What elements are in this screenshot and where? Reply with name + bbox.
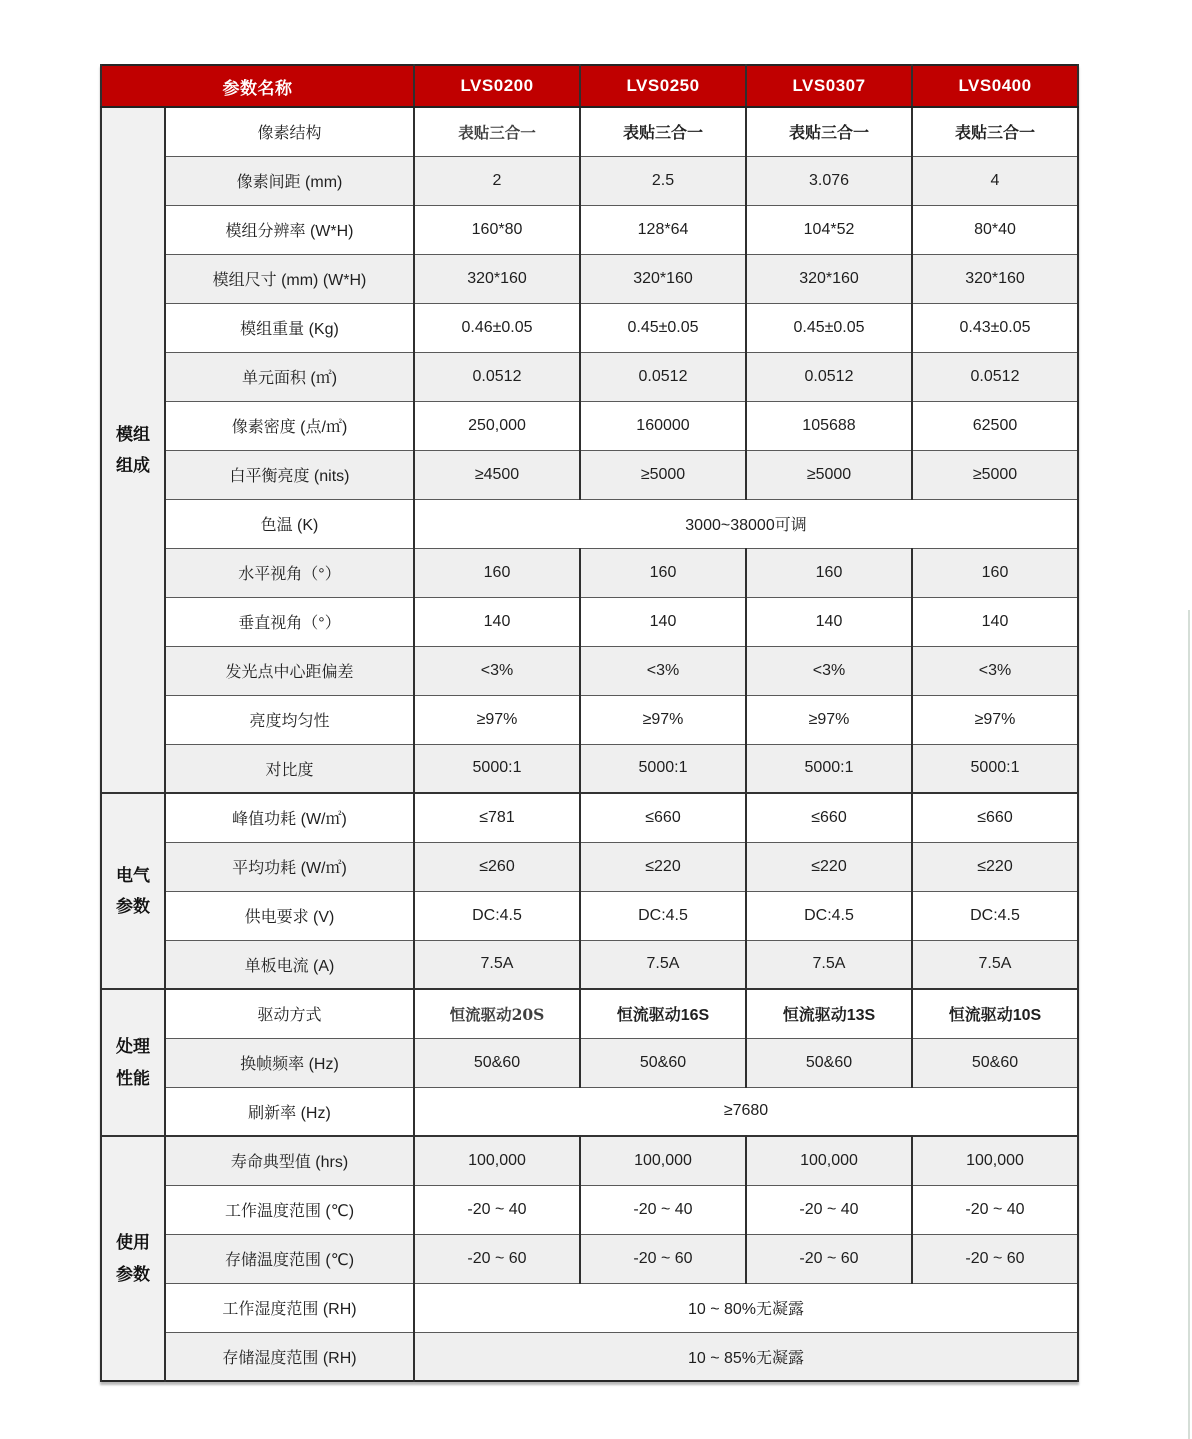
module-resolution-value-lvs0400: 80*40 <box>912 205 1078 254</box>
storage-temperature-value-lvs0400: -20 ~ 60 <box>912 1234 1078 1283</box>
module-resolution-value-lvs0307: 104*52 <box>746 205 912 254</box>
table-row-peak-power <box>101 793 1078 842</box>
refresh-rate-span-value-cell: ≥7680 <box>414 1087 1078 1136</box>
operating-temperature-value-lvs0307: -20 ~ 40 <box>746 1185 912 1234</box>
luminous-center-deviation-value-lvs0400: <3% <box>912 646 1078 695</box>
table-body <box>101 107 1078 1381</box>
typical-lifetime-value-lvs0250: 100,000 <box>580 1136 746 1185</box>
group-label-line: 处理 <box>116 1037 150 1057</box>
group-label-line: 使用 <box>116 1233 150 1253</box>
average-power-label-cell: 平均功耗 (W/㎡) <box>165 842 414 891</box>
table-row-power-requirement <box>101 891 1078 940</box>
storage-temperature-label-cell: 存储温度范围 (℃) <box>165 1234 414 1283</box>
model-header-lvs0307: LVS0307 <box>746 65 912 107</box>
module-size-value-lvs0307: 320*160 <box>746 254 912 303</box>
frame-rate-value-lvs0307: 50&60 <box>746 1038 912 1087</box>
horizontal-viewing-angle-value-lvs0307: 160 <box>746 548 912 597</box>
table-row-storage-humidity <box>101 1332 1078 1381</box>
drive-mode-value-lvs0200: 恒流驱动20S <box>414 989 580 1038</box>
pixel-density-label-cell: 像素密度 (点/㎡) <box>165 401 414 450</box>
power-requirement-label-cell: 供电要求 (V) <box>165 891 414 940</box>
adjacent-page-edge-line <box>1188 610 1190 1439</box>
brightness-uniformity-value-lvs0250: ≥97% <box>580 695 746 744</box>
table-row-brightness-uniformity <box>101 695 1078 744</box>
header-row <box>101 65 1078 107</box>
table-row-average-power <box>101 842 1078 891</box>
param-name-header-cell: 参数名称 <box>101 65 414 107</box>
storage-humidity-span-value-cell: 10 ~ 85%无凝露 <box>414 1332 1078 1381</box>
power-requirement-value-lvs0200: DC:4.5 <box>414 891 580 940</box>
luminous-center-deviation-value-lvs0250: <3% <box>580 646 746 695</box>
pixel-pitch-label-cell: 像素间距 (mm) <box>165 156 414 205</box>
brightness-uniformity-label-cell: 亮度均匀性 <box>165 695 414 744</box>
table-row-color-temperature <box>101 499 1078 548</box>
contrast-ratio-value-lvs0400: 5000:1 <box>912 744 1078 793</box>
vertical-viewing-angle-value-lvs0400: 140 <box>912 597 1078 646</box>
horizontal-viewing-angle-value-lvs0250: 160 <box>580 548 746 597</box>
pixel-structure-value-lvs0200: 表贴三合一 <box>414 107 580 156</box>
board-current-value-lvs0400: 7.5A <box>912 940 1078 989</box>
peak-power-value-lvs0200: ≤781 <box>414 793 580 842</box>
frame-rate-value-lvs0200: 50&60 <box>414 1038 580 1087</box>
frame-rate-label-cell: 换帧频率 (Hz) <box>165 1038 414 1087</box>
table-row-frame-rate <box>101 1038 1078 1087</box>
peak-power-value-lvs0400: ≤660 <box>912 793 1078 842</box>
table-row-module-size <box>101 254 1078 303</box>
table-row-operating-humidity <box>101 1283 1078 1332</box>
table-row-horizontal-viewing-angle <box>101 548 1078 597</box>
power-requirement-value-lvs0250: DC:4.5 <box>580 891 746 940</box>
storage-temperature-value-lvs0307: -20 ~ 60 <box>746 1234 912 1283</box>
storage-temperature-value-lvs0250: -20 ~ 60 <box>580 1234 746 1283</box>
color-temperature-label-cell: 色温 (K) <box>165 499 414 548</box>
board-current-value-lvs0200: 7.5A <box>414 940 580 989</box>
pixel-structure-value-lvs0400: 表贴三合一 <box>912 107 1078 156</box>
module-resolution-label-cell: 模组分辨率 (W*H) <box>165 205 414 254</box>
drive-mode-value-lvs0250: 恒流驱动16S <box>580 989 746 1038</box>
group-label-module-composition <box>101 107 165 793</box>
module-size-label-cell: 模组尺寸 (mm) (W*H) <box>165 254 414 303</box>
table-row-module-resolution <box>101 205 1078 254</box>
pixel-density-value-lvs0307: 105688 <box>746 401 912 450</box>
pixel-pitch-value-lvs0400: 4 <box>912 156 1078 205</box>
operating-temperature-value-lvs0200: -20 ~ 40 <box>414 1185 580 1234</box>
power-requirement-value-lvs0400: DC:4.5 <box>912 891 1078 940</box>
luminous-center-deviation-value-lvs0307: <3% <box>746 646 912 695</box>
average-power-value-lvs0307: ≤220 <box>746 842 912 891</box>
pixel-structure-label-cell: 像素结构 <box>165 107 414 156</box>
table-row-refresh-rate <box>101 1087 1078 1136</box>
unit-area-label-cell: 单元面积 (㎡) <box>165 352 414 401</box>
table-row-luminous-center-deviation <box>101 646 1078 695</box>
white-balance-brightness-value-lvs0200: ≥4500 <box>414 450 580 499</box>
contrast-ratio-value-lvs0307: 5000:1 <box>746 744 912 793</box>
white-balance-brightness-label-cell: 白平衡亮度 (nits) <box>165 450 414 499</box>
drive-mode-label-cell: 驱动方式 <box>165 989 414 1038</box>
refresh-rate-label-cell: 刷新率 (Hz) <box>165 1087 414 1136</box>
group-label-line: 组成 <box>116 456 150 475</box>
unit-area-value-lvs0400: 0.0512 <box>912 352 1078 401</box>
model-header-lvs0250: LVS0250 <box>580 65 746 107</box>
table-row-pixel-density <box>101 401 1078 450</box>
pixel-structure-value-lvs0250: 表贴三合一 <box>580 107 746 156</box>
unit-area-value-lvs0307: 0.0512 <box>746 352 912 401</box>
module-weight-value-lvs0307: 0.45±0.05 <box>746 303 912 352</box>
group-label-line: 模组 <box>116 424 150 444</box>
pixel-pitch-value-lvs0307: 3.076 <box>746 156 912 205</box>
module-size-value-lvs0250: 320*160 <box>580 254 746 303</box>
group-label-usage-parameters <box>101 1136 165 1381</box>
table-row-pixel-structure <box>101 107 1078 156</box>
group-label-line: 参数 <box>116 897 150 916</box>
average-power-value-lvs0250: ≤220 <box>580 842 746 891</box>
unit-area-value-lvs0250: 0.0512 <box>580 352 746 401</box>
pixel-pitch-value-lvs0200: 2 <box>414 156 580 205</box>
table-row-module-weight <box>101 303 1078 352</box>
table-row-drive-mode <box>101 989 1078 1038</box>
peak-power-value-lvs0307: ≤660 <box>746 793 912 842</box>
contrast-ratio-value-lvs0250: 5000:1 <box>580 744 746 793</box>
drive-mode-value-lvs0400: 恒流驱动10S <box>912 989 1078 1038</box>
white-balance-brightness-value-lvs0250: ≥5000 <box>580 450 746 499</box>
horizontal-viewing-angle-label-cell: 水平视角（°） <box>165 548 414 597</box>
module-weight-label-cell: 模组重量 (Kg) <box>165 303 414 352</box>
model-header-lvs0200: LVS0200 <box>414 65 580 107</box>
table-row-storage-temperature <box>101 1234 1078 1283</box>
board-current-label-cell: 单板电流 (A) <box>165 940 414 989</box>
vertical-viewing-angle-value-lvs0250: 140 <box>580 597 746 646</box>
power-requirement-value-lvs0307: DC:4.5 <box>746 891 912 940</box>
module-weight-value-lvs0400: 0.43±0.05 <box>912 303 1078 352</box>
module-resolution-value-lvs0200: 160*80 <box>414 205 580 254</box>
peak-power-label-cell: 峰值功耗 (W/㎡) <box>165 793 414 842</box>
led-module-spec-table <box>100 64 1079 1382</box>
unit-area-value-lvs0200: 0.0512 <box>414 352 580 401</box>
table-header <box>101 65 1078 107</box>
group-label-line: 性能 <box>116 1068 150 1088</box>
pixel-density-value-lvs0250: 160000 <box>580 401 746 450</box>
table-row-vertical-viewing-angle <box>101 597 1078 646</box>
frame-rate-value-lvs0250: 50&60 <box>580 1038 746 1087</box>
module-weight-value-lvs0200: 0.46±0.05 <box>414 303 580 352</box>
vertical-viewing-angle-value-lvs0200: 140 <box>414 597 580 646</box>
table-row-white-balance-brightness <box>101 450 1078 499</box>
table-row-operating-temperature <box>101 1185 1078 1234</box>
module-weight-value-lvs0250: 0.45±0.05 <box>580 303 746 352</box>
group-label-line: 电气 <box>116 865 150 885</box>
module-resolution-value-lvs0250: 128*64 <box>580 205 746 254</box>
drive-mode-value-lvs0307: 恒流驱动13S <box>746 989 912 1038</box>
model-header-lvs0400: LVS0400 <box>912 65 1078 107</box>
board-current-value-lvs0250: 7.5A <box>580 940 746 989</box>
pixel-pitch-value-lvs0250: 2.5 <box>580 156 746 205</box>
average-power-value-lvs0200: ≤260 <box>414 842 580 891</box>
module-size-value-lvs0200: 320*160 <box>414 254 580 303</box>
vertical-viewing-angle-label-cell: 垂直视角（°） <box>165 597 414 646</box>
table-row-pixel-pitch <box>101 156 1078 205</box>
group-label-processing-performance <box>101 989 165 1136</box>
table-row-unit-area <box>101 352 1078 401</box>
group-label-electrical-parameters <box>101 793 165 989</box>
contrast-ratio-value-lvs0200: 5000:1 <box>414 744 580 793</box>
table-row-contrast-ratio <box>101 744 1078 793</box>
operating-temperature-label-cell: 工作温度范围 (℃) <box>165 1185 414 1234</box>
storage-humidity-label-cell: 存储湿度范围 (RH) <box>165 1332 414 1381</box>
operating-humidity-label-cell: 工作湿度范围 (RH) <box>165 1283 414 1332</box>
color-temperature-span-value-cell: 3000~38000可调 <box>414 499 1078 548</box>
peak-power-value-lvs0250: ≤660 <box>580 793 746 842</box>
typical-lifetime-value-lvs0200: 100,000 <box>414 1136 580 1185</box>
luminous-center-deviation-label-cell: 发光点中心距偏差 <box>165 646 414 695</box>
frame-rate-value-lvs0400: 50&60 <box>912 1038 1078 1087</box>
typical-lifetime-value-lvs0307: 100,000 <box>746 1136 912 1185</box>
group-label-line: 参数 <box>116 1264 150 1284</box>
vertical-viewing-angle-value-lvs0307: 140 <box>746 597 912 646</box>
pixel-density-value-lvs0400: 62500 <box>912 401 1078 450</box>
pixel-structure-value-lvs0307: 表贴三合一 <box>746 107 912 156</box>
board-current-value-lvs0307: 7.5A <box>746 940 912 989</box>
white-balance-brightness-value-lvs0307: ≥5000 <box>746 450 912 499</box>
white-balance-brightness-value-lvs0400: ≥5000 <box>912 450 1078 499</box>
typical-lifetime-value-lvs0400: 100,000 <box>912 1136 1078 1185</box>
storage-temperature-value-lvs0200: -20 ~ 60 <box>414 1234 580 1283</box>
brightness-uniformity-value-lvs0400: ≥97% <box>912 695 1078 744</box>
contrast-ratio-label-cell: 对比度 <box>165 744 414 793</box>
pixel-density-value-lvs0200: 250,000 <box>414 401 580 450</box>
table-row-typical-lifetime <box>101 1136 1078 1185</box>
operating-temperature-value-lvs0400: -20 ~ 40 <box>912 1185 1078 1234</box>
horizontal-viewing-angle-value-lvs0400: 160 <box>912 548 1078 597</box>
typical-lifetime-label-cell: 寿命典型值 (hrs) <box>165 1136 414 1185</box>
table-row-board-current <box>101 940 1078 989</box>
horizontal-viewing-angle-value-lvs0200: 160 <box>414 548 580 597</box>
operating-humidity-span-value-cell: 10 ~ 80%无凝露 <box>414 1283 1078 1332</box>
operating-temperature-value-lvs0250: -20 ~ 40 <box>580 1185 746 1234</box>
average-power-value-lvs0400: ≤220 <box>912 842 1078 891</box>
module-size-value-lvs0400: 320*160 <box>912 254 1078 303</box>
brightness-uniformity-value-lvs0200: ≥97% <box>414 695 580 744</box>
luminous-center-deviation-value-lvs0200: <3% <box>414 646 580 695</box>
brightness-uniformity-value-lvs0307: ≥97% <box>746 695 912 744</box>
